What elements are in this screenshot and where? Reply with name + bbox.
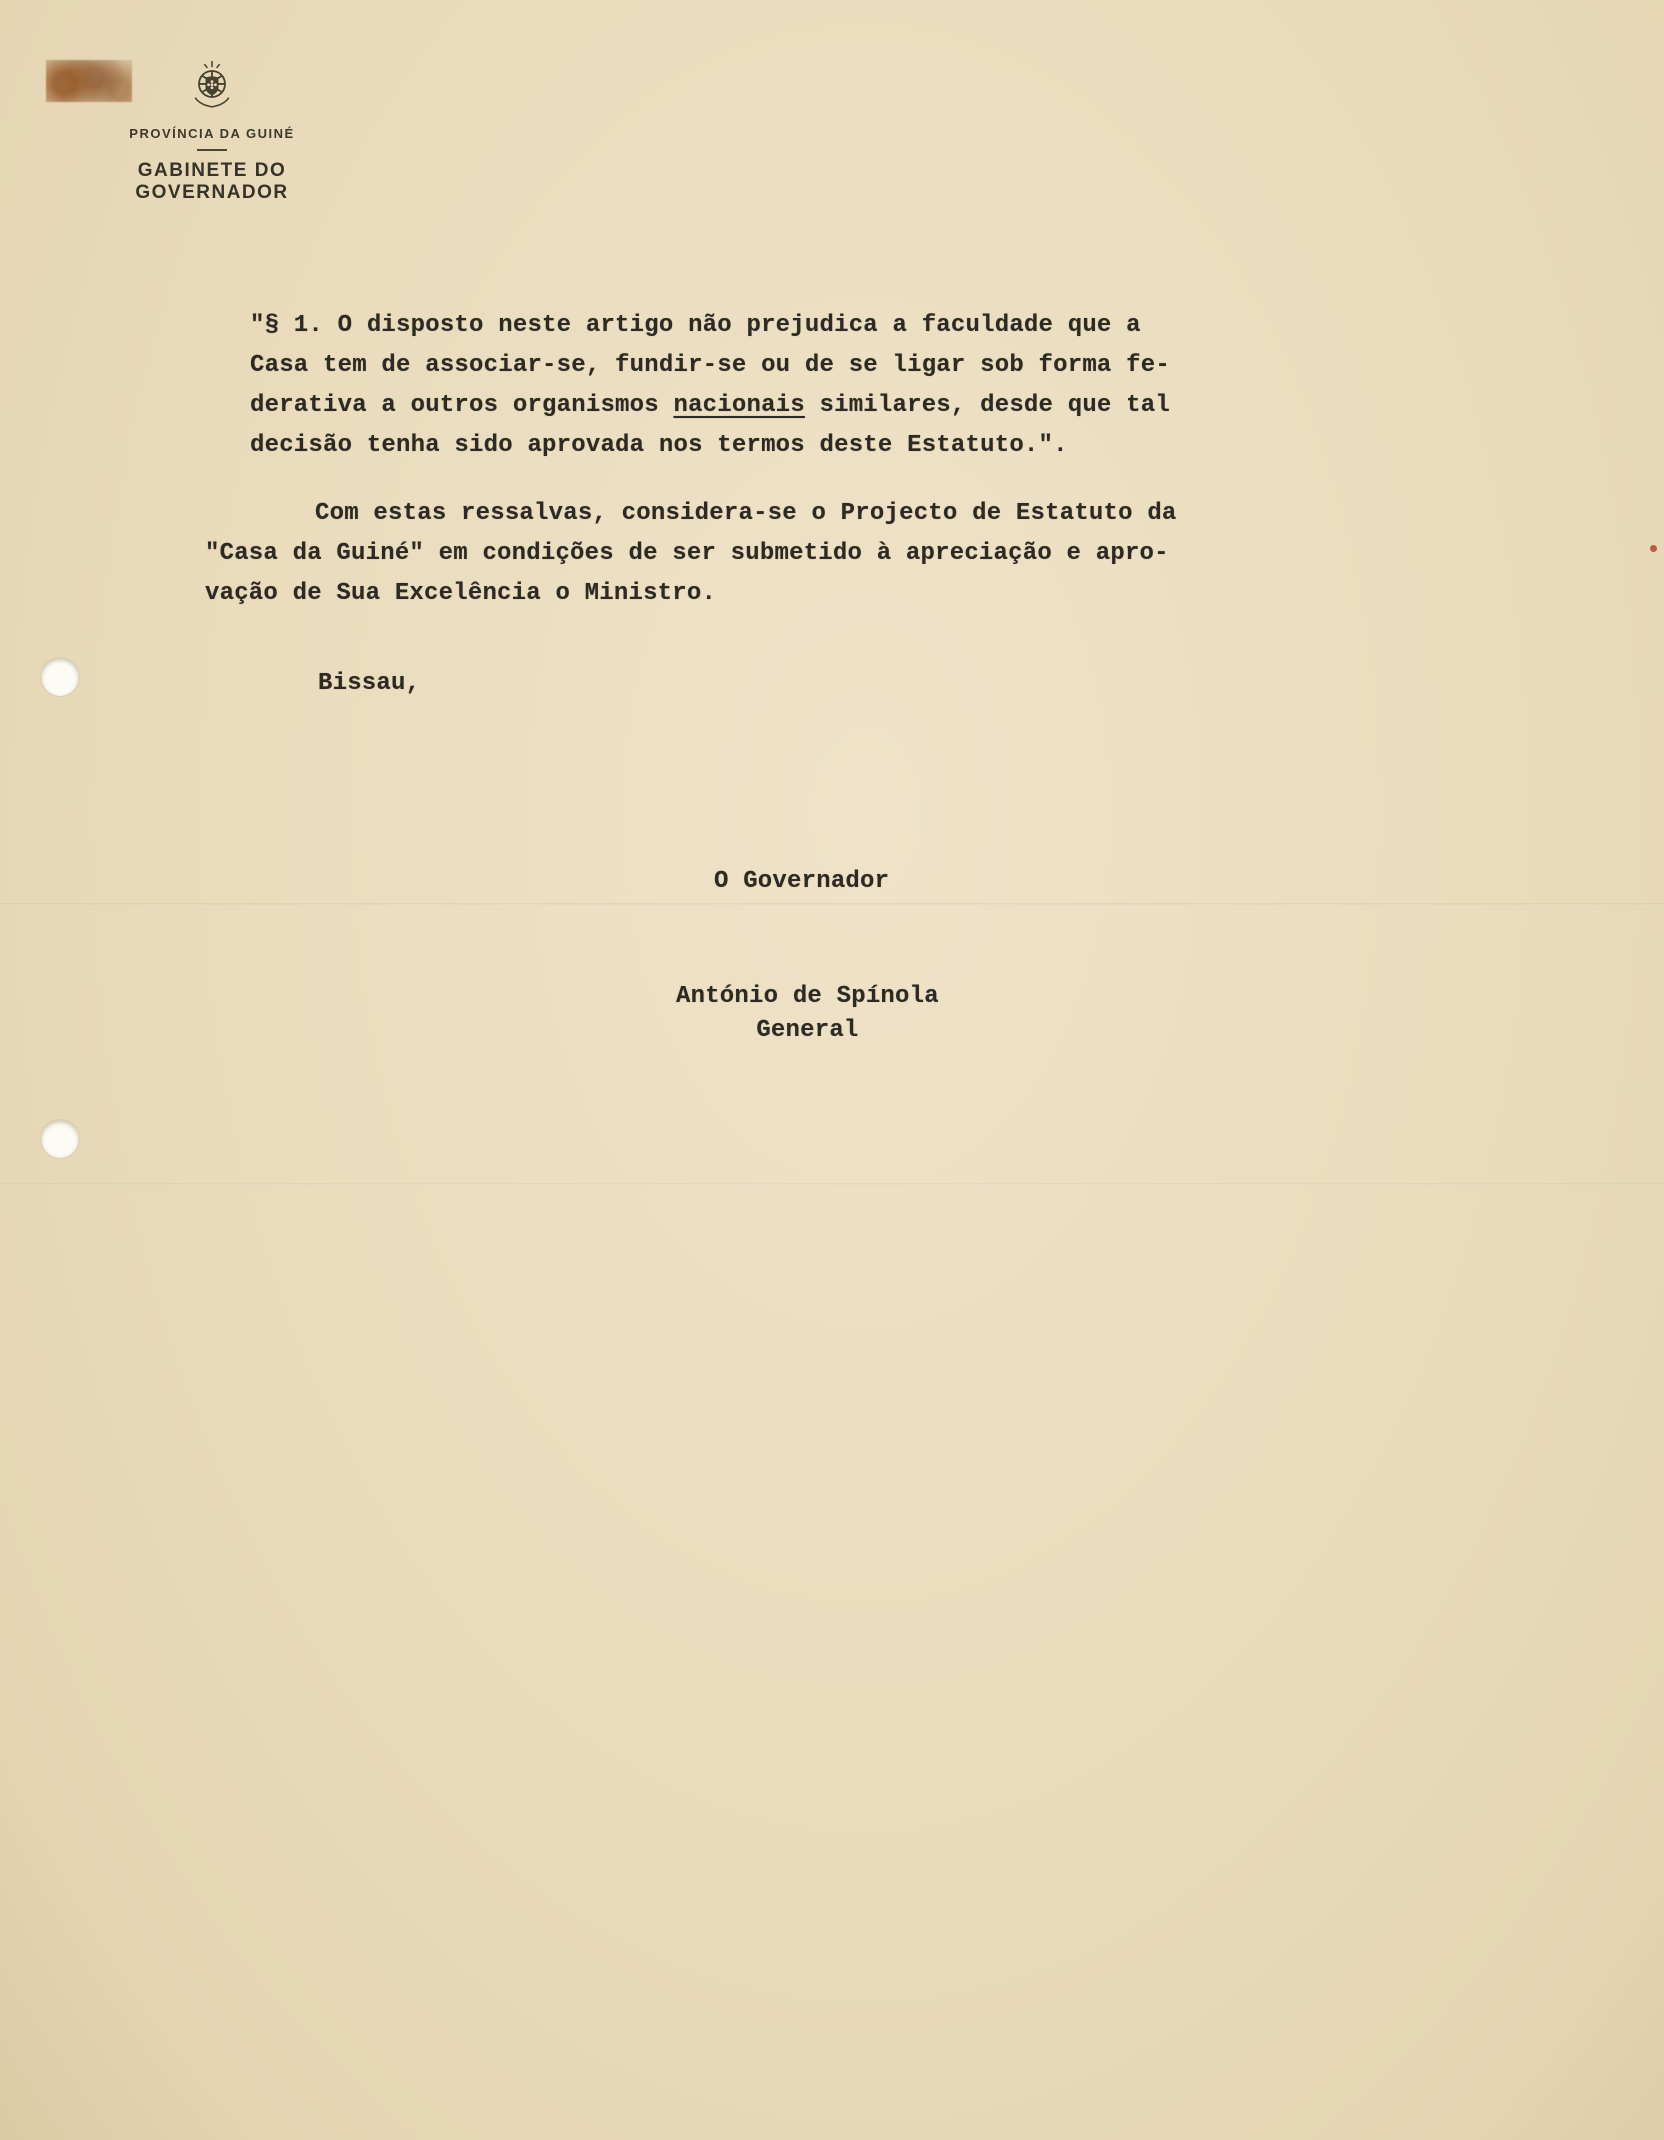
signature-rank: General [756, 1017, 859, 1044]
red-ink-speck [1650, 545, 1657, 552]
text-line: decisão tenha sido aprovada nos termos deste Estatuto.". [250, 432, 1068, 459]
province-title: PROVÍNCIA DA GUINÉ [129, 126, 295, 141]
punch-hole-top [41, 658, 79, 696]
punch-hole-bottom [41, 1120, 79, 1158]
closing-paragraph [205, 494, 1185, 614]
quoted-statute-paragraph [250, 306, 1210, 466]
letterhead [66, 58, 358, 204]
fold-crease-upper [0, 903, 1664, 906]
office-title: GABINETE DO GOVERNADOR [135, 160, 289, 203]
governor-title: O Governador [714, 868, 890, 895]
signature-title [714, 862, 889, 902]
text-line: "Casa da Guiné" em condições de ser submetido à apreciação e apro- [205, 540, 1169, 567]
signature-block [676, 980, 939, 1048]
text-line: vação de Sua Excelência o Ministro. [205, 580, 717, 607]
text-segment: derativa a outros organismos [250, 392, 674, 419]
letterhead-divider [197, 149, 227, 151]
text-segment: similares, desde que tal [804, 392, 1170, 419]
fold-crease-lower [0, 1183, 1664, 1186]
text-line: Casa tem de associar-se, fundir-se ou de se ligar sob forma fe- [250, 352, 1170, 379]
place-label: Bissau, [318, 670, 421, 697]
text-line: Com estas ressalvas, considera-se o Projecto de Estatuto da [315, 500, 1177, 527]
signature-name: António de Spínola [676, 983, 939, 1010]
underlined-word: nacionais [673, 392, 805, 419]
text-line: "§ 1. O disposto neste artigo não prejudica a faculdade que a [250, 312, 1141, 339]
place-dateline [318, 664, 420, 704]
coat-of-arms-icon [189, 58, 235, 118]
text-line [250, 386, 1210, 426]
